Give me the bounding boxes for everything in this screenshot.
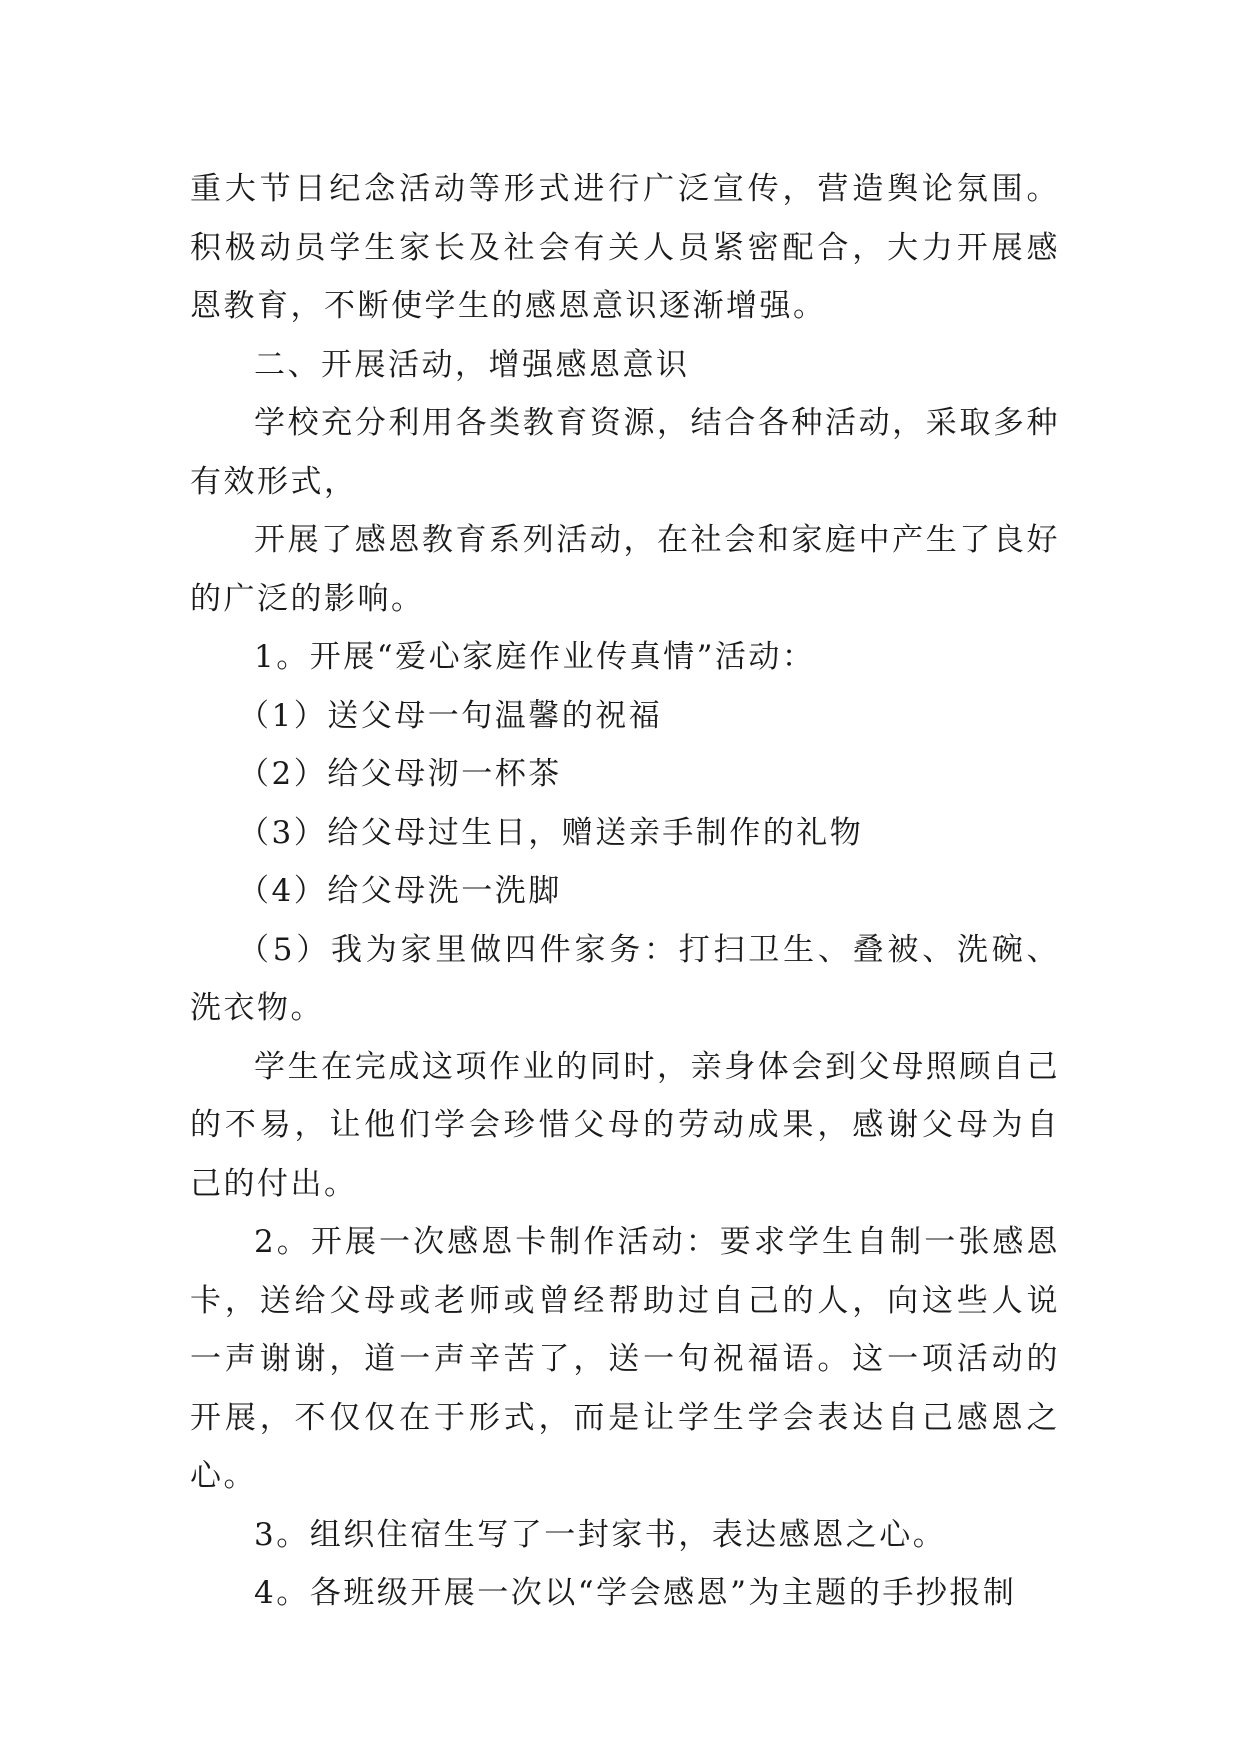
paragraph-reflection: 学生在完成这项作业的同时，亲身体会到父母照顾自己的不易，让他们学会珍惜父母的劳动成果，感谢父母为自己的付出。 (190, 1048, 1060, 1202)
sub-item-1: （1）送父母一句温馨的祝福 (238, 697, 663, 734)
sub-item-3: （3）给父母过生日，赠送亲手制作的礼物 (238, 814, 864, 851)
paragraph-resources: 学校充分利用各类教育资源，结合各种活动，采取多种有效形式， (190, 405, 1060, 500)
section-heading-activities: 二、开展活动，增强感恩意识 (254, 346, 690, 383)
list-item-2: 2。开展一次感恩卡制作活动：要求学生自制一张感恩卡，送给父母或老师或曾经帮助过自己的人，向这些人说一声谢谢，道一声辛苦了，送一句祝福语。这一项活动的开展，不仅仅在于形式，而是让学生学会表达自己感恩之心。 (190, 1224, 1060, 1494)
sub-item-5: （5）我为家里做四件家务：打扫卫生、叠被、洗碗、洗衣物。 (190, 931, 1060, 1026)
list-item-4: 4。各班级开展一次以“学会感恩”为主题的手抄报制 (254, 1575, 1017, 1611)
sub-item-4: （4）给父母洗一洗脚 (238, 873, 562, 909)
list-item-1-heading: 1。开展“爱心家庭作业传真情”活动： (254, 639, 816, 675)
paragraph-series: 开展了感恩教育系列活动，在社会和家庭中产生了良好的广泛的影响。 (190, 522, 1060, 617)
list-item-3: 3。组织住宿生写了一封家书，表达感恩之心。 (254, 1516, 947, 1553)
document-body (190, 160, 1060, 1623)
paragraph-publicity: 重大节日纪念活动等形式进行广泛宣传，营造舆论氛围。积极动员学生家长及社会有关人员紧密配合，大力开展感恩教育，不断使学生的感恩意识逐渐增强。 (190, 171, 1060, 324)
sub-item-2: （2）给父母沏一杯茶 (238, 756, 562, 792)
